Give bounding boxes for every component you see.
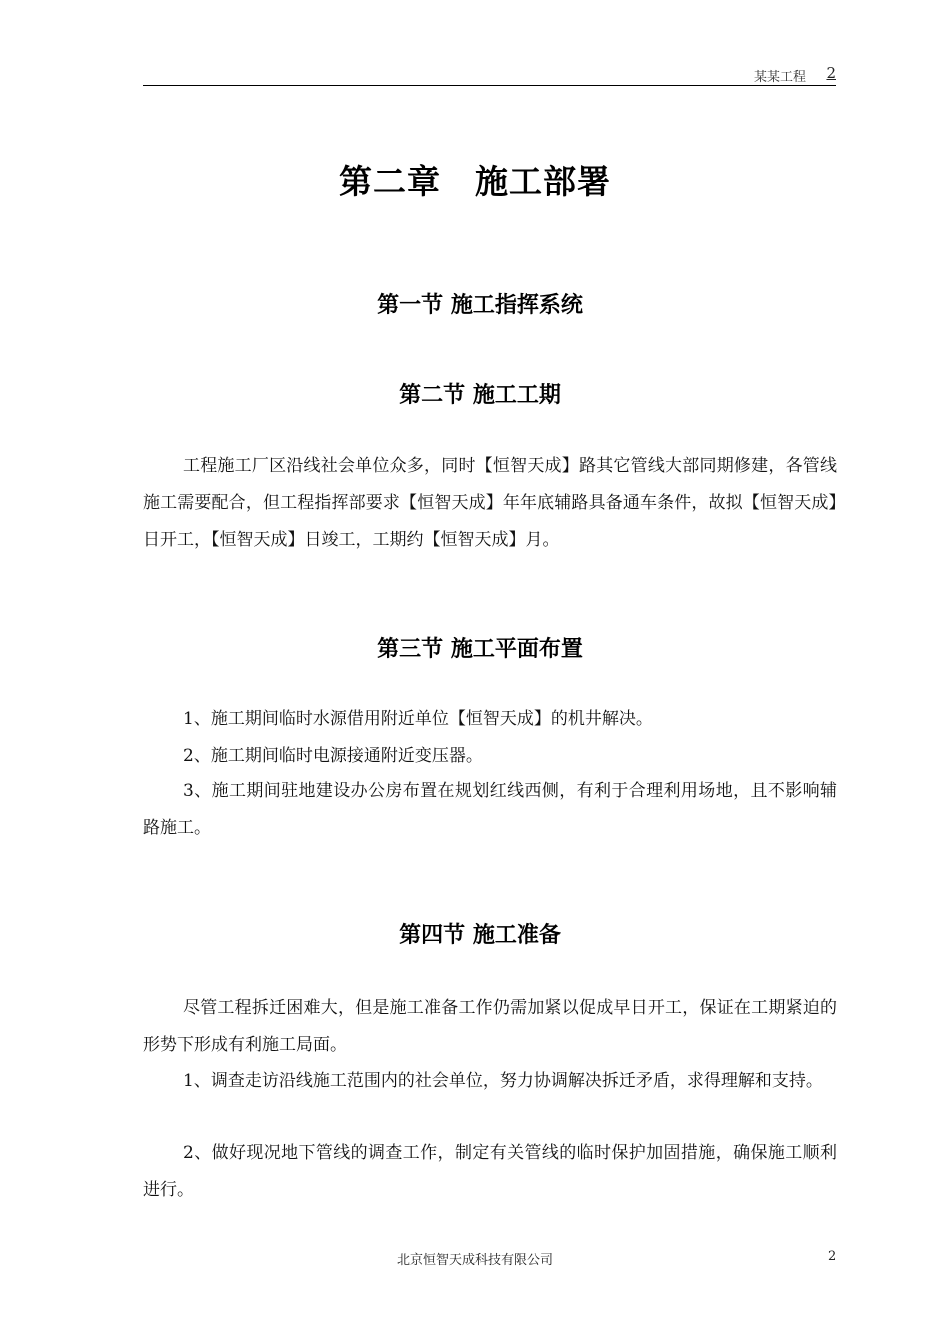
section-4-item-1: 1、调查走访沿线施工范围内的社会单位，努力协调解决拆迁矛盾，求得理解和支持。 [183, 1071, 823, 1091]
footer-page-number: 2 [828, 1249, 837, 1264]
chapter-title: 第二章 施工部署 [339, 162, 611, 201]
section-2-paragraph: 工程施工厂区沿线社会单位众多，同时【恒智天成】路其它管线大部同期修建，各管线施工需要配合，但工程指挥部要求【恒智天成】年年底辅路具备通车条件，故拟【恒智天成】日开工，【恒智天成】日竣工，工期约【恒智天成】月。 [143, 456, 837, 550]
section-4-intro: 尽管工程拆迁困难大，但是施工准备工作仍需加紧以促成早日开工，保证在工期紧迫的形势下形成有利施工局面。 [143, 998, 837, 1055]
section-3-item-2: 2、施工期间临时电源接通附近变压器。 [183, 746, 483, 766]
header-title: 某某工程 [753, 70, 806, 85]
page-header [143, 64, 836, 86]
section-title-1: 第一节 施工指挥系统 [377, 293, 583, 318]
section-title-4: 第四节 施工准备 [399, 923, 561, 948]
section-3-item-3: 3、施工期间驻地建设办公房布置在规划红线西侧，有利于合理利用场地，且不影响辅路施工。 [143, 781, 837, 838]
section-title-3: 第三节 施工平面布置 [377, 637, 583, 662]
section-4-item-2: 2、做好现况地下管线的调查工作，制定有关管线的临时保护加固措施，确保施工顺利进行。 [143, 1143, 837, 1200]
header-page-number: 2 [826, 64, 836, 82]
section-3-item-1: 1、施工期间临时水源借用附近单位【恒智天成】的机井解决。 [183, 709, 653, 729]
section-title-2: 第二节 施工工期 [399, 383, 561, 408]
footer-company: 北京恒智天成科技有限公司 [396, 1253, 553, 1268]
